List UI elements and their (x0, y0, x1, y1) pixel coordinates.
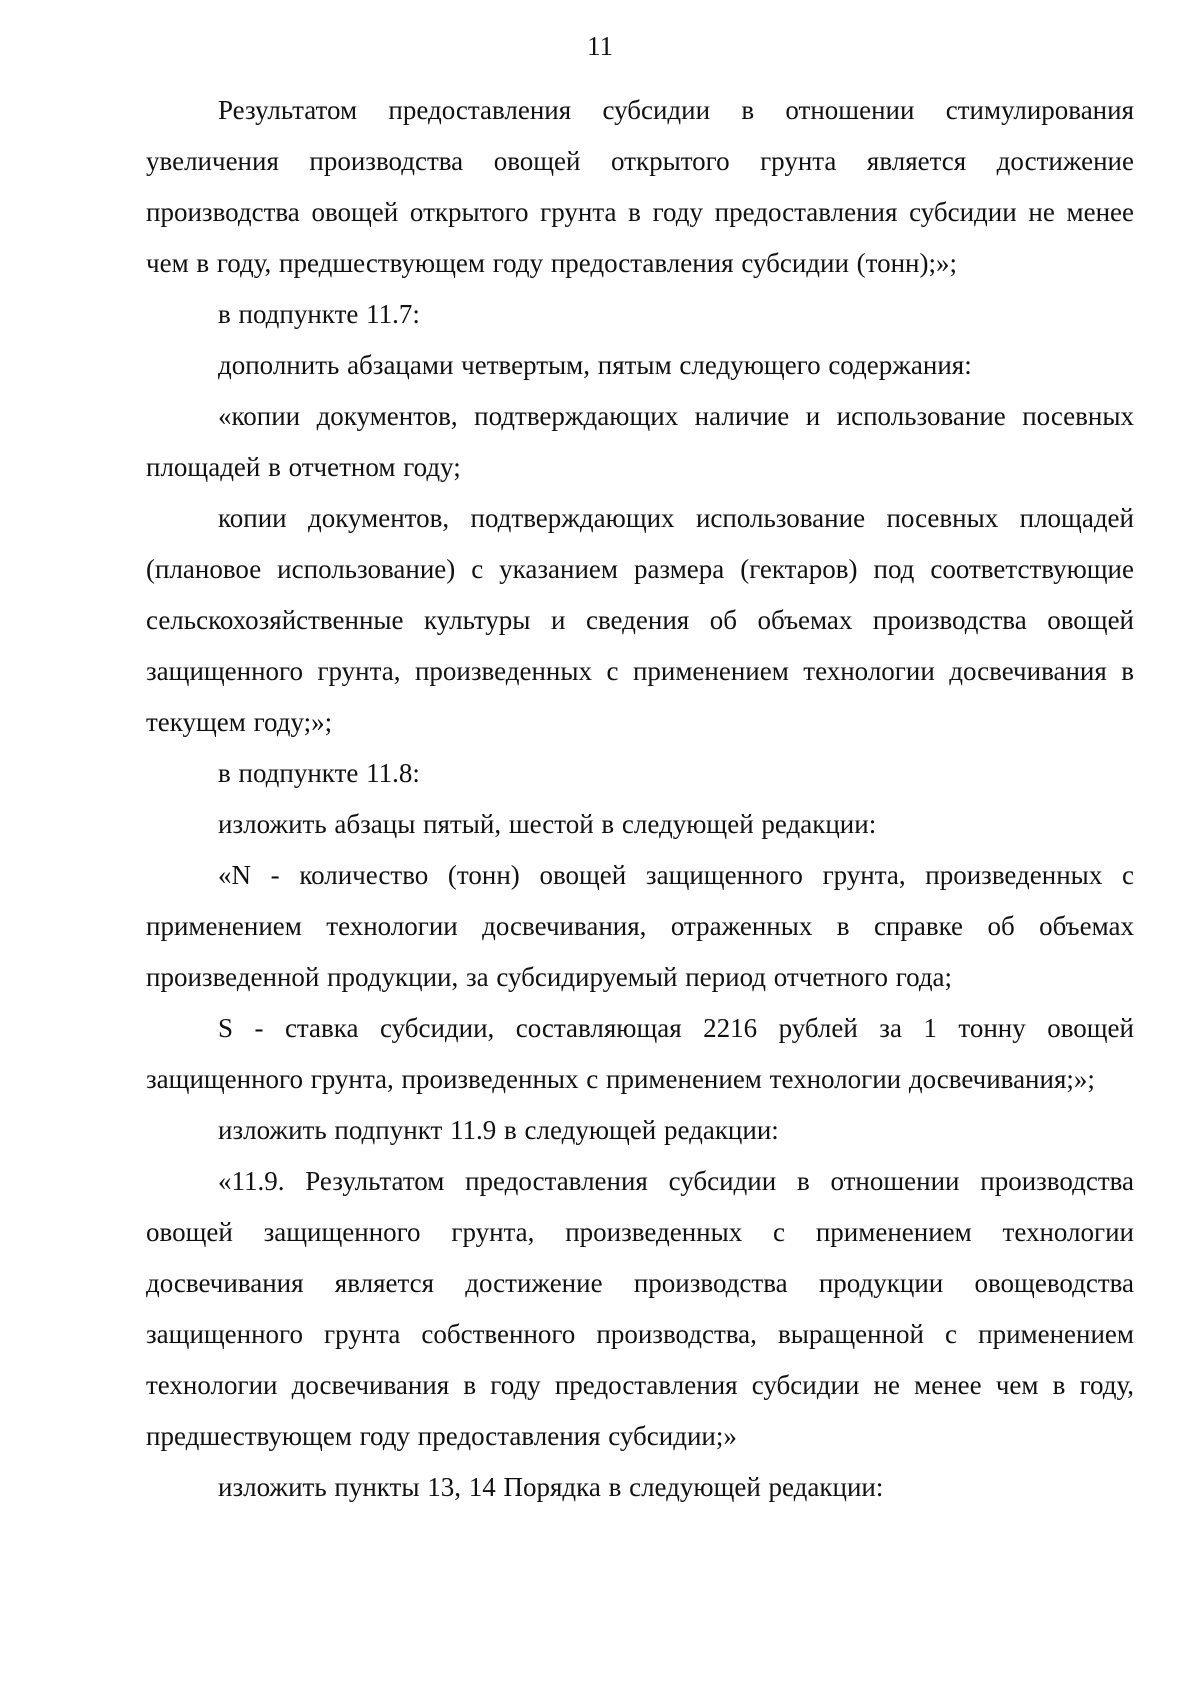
paragraph-definition-n: «N - количество (тонн) овощей защищенного грунта, произведенных с применением технологии досвечивания, отраженных в справке об объемах произведенной продукции, за субсидируемый период отчетного года; (146, 860, 1134, 992)
paragraph-set-out-fifth-sixth: изложить абзацы пятый, шестой в следующей редакции: (218, 809, 877, 839)
paragraph-set-out-11-9: изложить подпункт 11.9 в следующей редакции: (218, 1115, 779, 1145)
paragraph-set-out-points-13-14: изложить пункты 13, 14 Порядка в следующей редакции: (218, 1472, 884, 1502)
document-body (146, 85, 1134, 1513)
paragraph-copies-planned-use: копии документов, подтверждающих использование посевных площадей (плановое использование) с указанием размера (гектаров) под соответствующие сельскохозяйственные культуры и сведения об объемах производства овощей защищенного грунта, произведенных с применением технологии досвечивания в текущем году;»; (146, 503, 1134, 737)
paragraph-add-subparagraphs: дополнить абзацами четвертым, пятым следующего содержания: (218, 350, 972, 380)
paragraph-result-open-ground: Результатом предоставления субсидии в отношении стимулирования увеличения производства овощей открытого грунта является достижение производства овощей открытого грунта в году предоставления субсидии не менее чем в году, предшествующем году предоставления субсидии (тонн);»; (146, 95, 1134, 278)
paragraph-subpoint-11-7: в подпункте 11.7: (218, 299, 420, 329)
paragraph-copies-sown-areas: «копии документов, подтверждающих наличие и использование посевных площадей в отчетном году; (146, 401, 1134, 482)
paragraph-subpoint-11-8: в подпункте 11.8: (218, 758, 420, 788)
paragraph-definition-s: S - ставка субсидии, составляющая 2216 рублей за 1 тонну овощей защищенного грунта, произведенных с применением технологии досвечивания;»; (146, 1013, 1134, 1094)
page-number: 11 (587, 31, 613, 61)
paragraph-11-9-text: «11.9. Результатом предоставления субсидии в отношении производства овощей защищенного грунта, произведенных с применением технологии досвечивания является достижение производства продукции овощеводства защищенного грунта собственного производства, выращенной с применением технологии досвечивания в году предоставления субсидии не менее чем в году, предшествующем году предоставления субсидии;» (146, 1166, 1134, 1451)
